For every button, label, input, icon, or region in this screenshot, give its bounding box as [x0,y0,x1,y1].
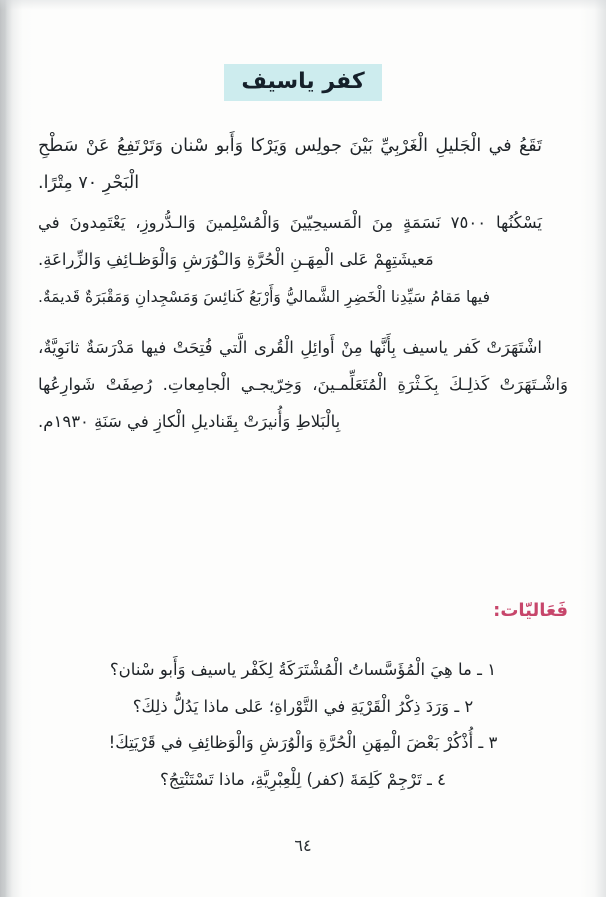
page-title-row [0,64,606,101]
question-item-2: ٢ ـ وَرَدَ ذِكْرُ الْقَرْيَةِ في التَّوْراةِ؛ عَلى ماذا يَدُلُّ ذلِكَ؟ [132,696,474,716]
paragraph-landmarks: فيها مَقامُ سَيِّدِنا الْخَضِرِ الشَّماليُّ وَأَرْبَعُ كَنائِسَ وَمَسْجِدانِ وَمَقْبَرَةٌ قَديمَةٌ. [38,288,490,306]
paragraph-population: يَسْكُنُها ٧٥٠٠ نَسَمَةٍ مِنَ الْمَسيحِيّينَ وَالْمُسْلِمينَ وَالـدُّروزِ، يَعْتَمِدونَ في مَعيشَتِهِمْ عَلى الْمِهَـنِ الْحُرَّةِ وَالـْوُرَشِ وَالْوَظـائِفِ وَالزِّراعَةِ. [38,213,543,269]
activities-heading: فَعَاليّات: [493,600,568,621]
paragraph-fame: اشْتَهَرَتْ كَفر ياسيف بِأَنَّها مِنْ أَوائِلِ الْقُرى الَّتي فُتِحَتْ فيها مَدْرَسَةٌ ثانَوِيَّةٌ، وَاشْـتَهَرَتْ كَذلِـكَ بِكَـثْرَةِ الْمُتَعَلِّمـينَ، وَخِرّيجـي الْجامِعاتِ. رُصِفَتْ شَوارِعُها بِالْبَلاطِ وَأُنيرَتْ بِقَناديلِ الْكازِ في سَنَةِ ١٩٣٠م. [38,338,568,431]
question-item-3: ٣ ـ أُذْكُرْ بَعْضَ الْمِهَنِ الْحُرَّةِ وَالْوُرَشِ وَالْوَظائِفِ في قَرْيَتِكَ! [108,733,498,752]
paragraph-location: تَقَعُ في الْجَليلِ الْغَرْبِيِّ بَيْنَ جولِس وَيَرْكا وَأَبو سْنان وَتَرْتَفِعُ عَنْ سَطْحِ الْبَحْرِ ٧٠ مِتْرًا. [38,136,542,193]
question-item-4: ٤ ـ تَرْجِمْ كَلِمَةَ (كفر) لِلْعِبْرِيَّةِ، ماذا تَسْتَنْتِجُ؟ [160,769,446,789]
page-number: ٦٤ [294,836,312,855]
body-text-block [38,128,568,442]
paragraph-spacer [38,317,568,329]
question-item-1: ١ ـ ما هِيَ الْمُؤَسَّساتُ الْمُشْتَرَكَةُ لِكَفْر ياسيف وَأَبو سْنان؟ [109,660,497,679]
activities-question-list [0,652,606,798]
page-title: كفر ياسيف [224,64,381,101]
